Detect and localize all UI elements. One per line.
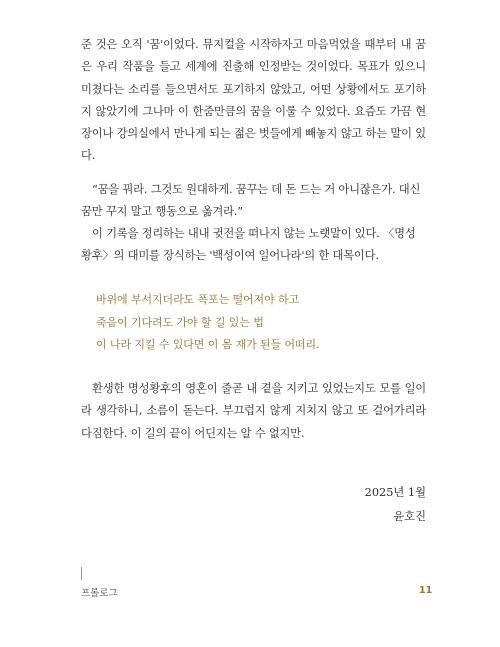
song-lyrics-quote (96, 289, 426, 357)
lyrics-line-3: 이 나라 지킬 수 있다면 이 몸 재가 된들 어떠리. (96, 338, 320, 351)
page-number: 11 (419, 585, 433, 596)
signature-date: 2025년 1월 (364, 486, 426, 499)
body-paragraph-4: 환생한 명성황후의 영혼이 줄곧 내 곁을 지키고 있었는지도 모를 일이라 생각하니, 소름이 돋는다. 부끄럽지 않게 지치지 않고 또 걸어가리라 다짐한다. 이 길의 끝이 어딘지는 알 수 없지만. (81, 382, 426, 440)
body-paragraph-3: 이 기록을 정리하는 내내 귓전을 떠나지 않는 노랫말이 있다. 〈명성황후〉의 대미를 장식하는 '백성이여 일어나라'의 한 대목이다. (81, 227, 416, 263)
signature-author: 윤호진 (393, 510, 426, 523)
lyrics-line-1: 바위에 부서지더라도 폭포는 떨어져야 하고 (96, 293, 300, 306)
footer-divider (81, 567, 82, 580)
lyrics-line-2: 죽음이 기다려도 가야 할 길 있는 법 (96, 315, 264, 329)
body-paragraph-2: “꿈을 꿔라. 그것도 원대하게. 꿈꾸는 데 돈 드는 거 아니잖은가. 대신 꿈만 꾸지 말고 행동으로 옮겨라.” (81, 183, 421, 219)
footer-section-label: 프롤로그 (81, 588, 118, 599)
body-paragraph-1: 준 것은 오직 '꿈'이었다. 뮤지컬을 시작하자고 마음먹었을 때부터 내 꿈은 우리 작품을 들고 세계에 진출해 인정받는 것이었다. 목표가 있으니 미쳤다는 소리를 들으면서도 포기하지 않았고, 어떤 상황에서도 포기하지 않았기에 그나마 이 한줌만큼의 꿈을 이룰 수 있었다. 요즘도 가끔 현장이나 강의실에서 만나게 되는 젊은 벗들에게 빼놓지 않고 하는 말이 있다. (81, 38, 426, 163)
